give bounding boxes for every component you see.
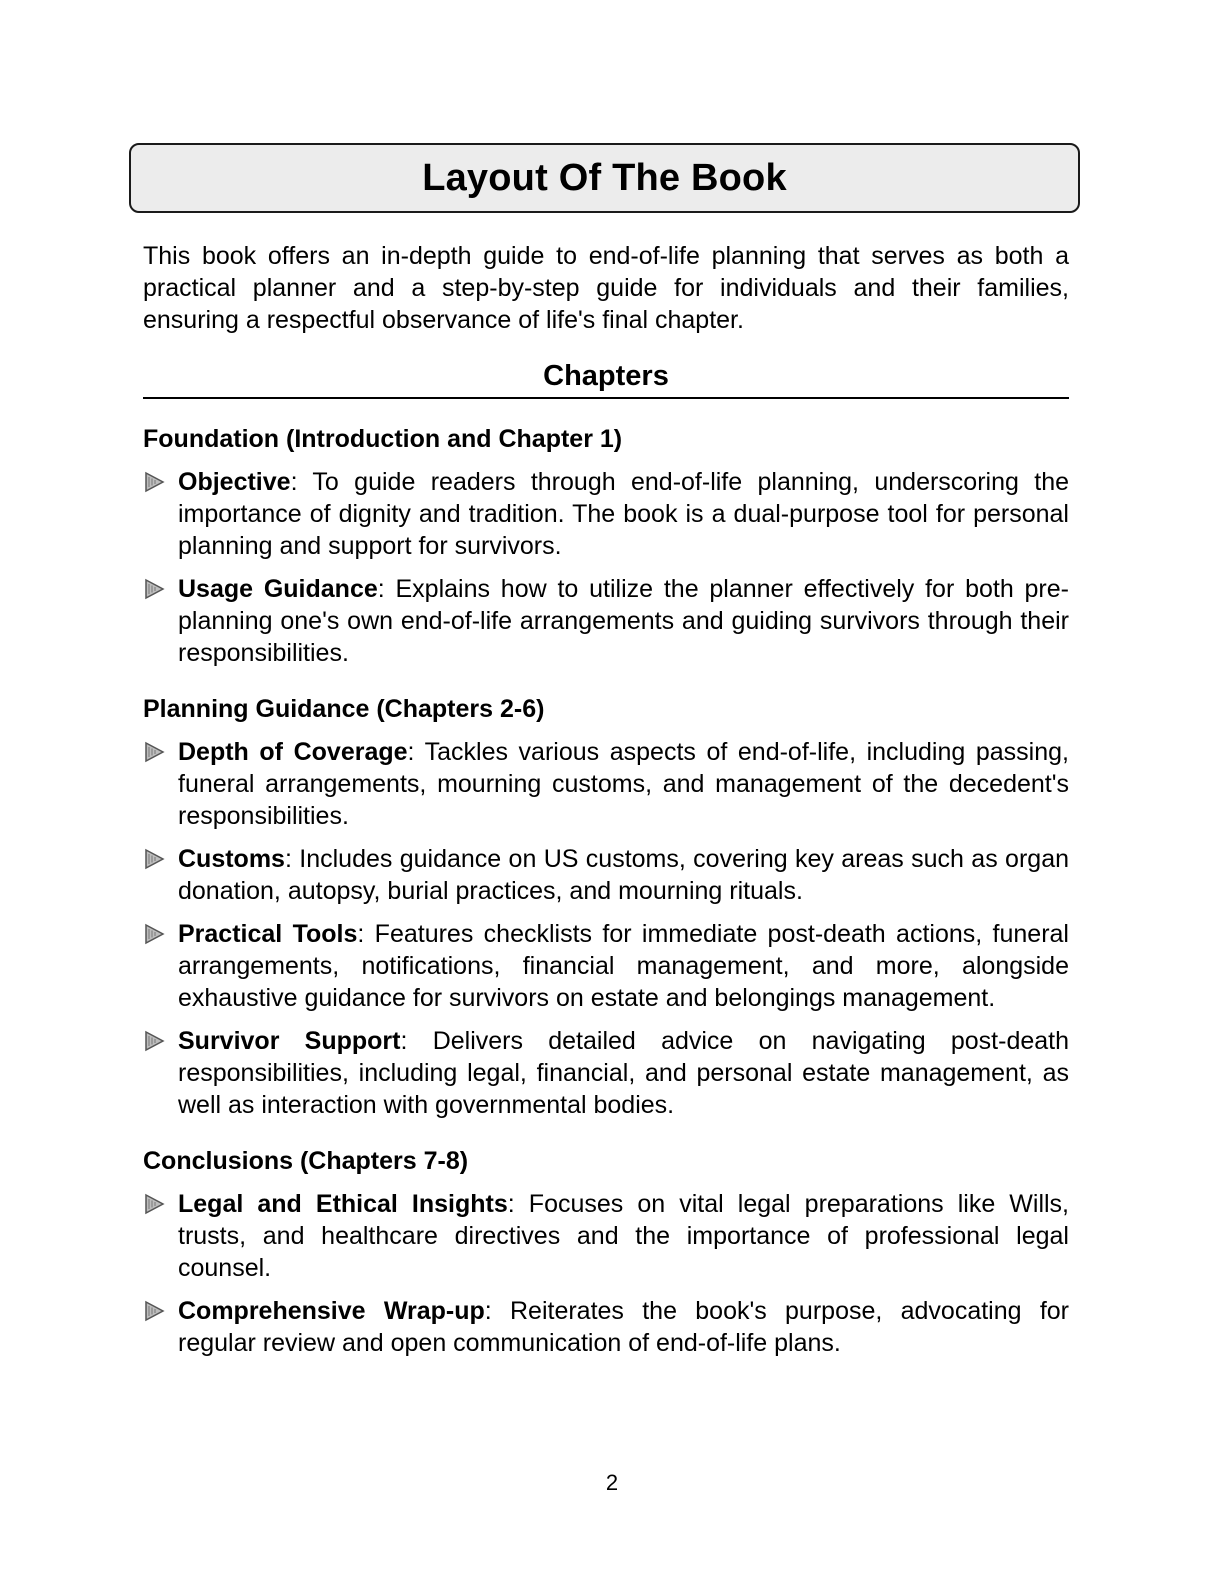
section-heading: Planning Guidance (Chapters 2-6) <box>143 695 545 723</box>
triangle-arrow-icon <box>143 1030 165 1052</box>
list-item <box>143 573 1069 669</box>
item-term: Comprehensive Wrap-up <box>178 1297 485 1325</box>
section-foundation <box>143 423 1069 669</box>
list-item <box>143 1295 1069 1359</box>
list-item <box>143 736 1069 832</box>
list-item <box>143 1025 1069 1121</box>
list-item <box>143 918 1069 1014</box>
title-box <box>129 143 1080 213</box>
triangle-arrow-icon <box>143 741 165 763</box>
page-number: 2 <box>605 1470 619 1495</box>
bullet-list <box>143 1188 1069 1359</box>
item-term: Legal and Ethical Insights <box>178 1190 508 1218</box>
section-conclusions <box>143 1145 1069 1359</box>
item-text: : Explains how to utilize the planner effectively for both pre-planning one's own end-of-life arrangements and guiding survivors through their responsibilities. <box>178 575 1069 667</box>
list-item <box>143 1188 1069 1284</box>
item-term: Practical Tools <box>178 920 358 948</box>
triangle-arrow-icon <box>143 848 165 870</box>
bullet-list <box>143 466 1069 669</box>
triangle-arrow-icon <box>143 923 165 945</box>
triangle-arrow-icon <box>143 1193 165 1215</box>
intro-paragraph: This book offers an in-depth guide to end-of-life planning that serves as both a practical planner and a step-by-step guide for individuals and their families, ensuring a respectful observance of life's final chapter. <box>143 242 1069 334</box>
item-text: : Focuses on vital legal preparations like Wills, trusts, and healthcare directives and the importance of professional legal counsel. <box>178 1190 1070 1282</box>
item-text: : To guide readers through end-of-life planning, underscoring the importance of dignity and tradition. The book is a dual-purpose tool for personal planning and support for survivors. <box>178 468 1069 560</box>
bullet-list <box>143 736 1069 1121</box>
section-heading: Foundation (Introduction and Chapter 1) <box>143 425 623 453</box>
item-text: : Reiterates the book's purpose, advocating for regular review and open communication of end-of-life plans. <box>178 1297 1069 1357</box>
page-content <box>143 240 1069 1370</box>
page-title: Layout Of The Book <box>422 156 787 199</box>
item-text: : Tackles various aspects of end-of-life, including passing, funeral arrangements, mourning customs, and management of the decedent's responsibilities. <box>178 738 1069 830</box>
triangle-arrow-icon <box>143 578 165 600</box>
item-term: Survivor Support <box>178 1027 401 1055</box>
item-text: : Delivers detailed advice on navigating post-death responsibilities, including legal, financial, and personal estate management, as well as interaction with governmental bodies. <box>178 1027 1070 1119</box>
list-item <box>143 466 1069 562</box>
triangle-arrow-icon <box>143 1300 165 1322</box>
item-text: : Features checklists for immediate post-death actions, funeral arrangements, notifications, financial management, and more, alongside exhaustive guidance for survivors on estate and belongings management. <box>178 920 1069 1012</box>
item-term: Objective <box>178 468 291 496</box>
triangle-arrow-icon <box>143 471 165 493</box>
item-term: Customs <box>178 845 285 873</box>
section-heading: Conclusions (Chapters 7-8) <box>143 1147 469 1175</box>
chapters-heading: Chapters <box>143 358 1069 399</box>
list-item <box>143 843 1069 907</box>
section-planning-guidance <box>143 693 1069 1121</box>
item-text: : Includes guidance on US customs, covering key areas such as organ donation, autopsy, burial practices, and mourning rituals. <box>178 845 1069 905</box>
item-term: Depth of Coverage <box>178 738 408 766</box>
item-term: Usage Guidance <box>178 575 378 603</box>
